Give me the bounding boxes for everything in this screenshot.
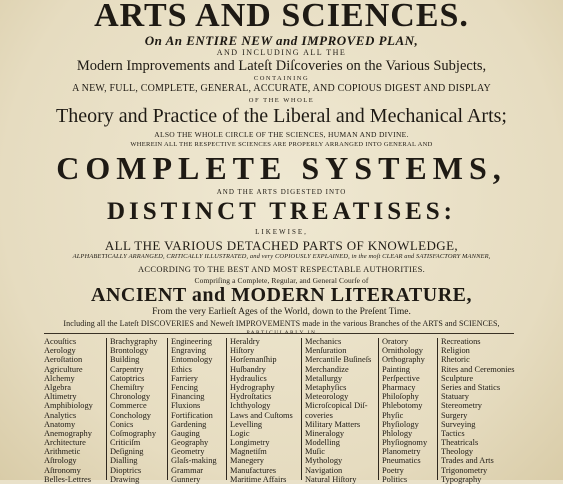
list-item: Heraldry bbox=[230, 337, 260, 346]
list-item: Ichthyology bbox=[230, 401, 271, 411]
line-modern-improvements: Modern Improvements and Lateſt Diſcoveries on the Various Subjects, bbox=[76, 58, 487, 74]
list-item: Catoptrics bbox=[110, 373, 145, 383]
list-item: Phlebotomy bbox=[382, 401, 423, 411]
list-item: Poetry bbox=[382, 465, 404, 475]
line-wherein: WHEREIN ALL THE RESPECTIVE SCIENCES ARE PROPERLY ARRANGED INTO GENERAL AND bbox=[130, 141, 433, 148]
list-item: Natural Hiſtory bbox=[305, 474, 357, 484]
column-divider bbox=[301, 338, 302, 480]
list-item: Algebra bbox=[44, 382, 71, 392]
line-including: AND INCLUDING ALL THE bbox=[216, 48, 347, 57]
list-item: Religion bbox=[441, 346, 470, 356]
list-item: Hydraulics bbox=[230, 373, 267, 383]
column-divider bbox=[167, 338, 168, 480]
list-item: Merchandize bbox=[305, 364, 349, 374]
list-item: Levelling bbox=[230, 419, 263, 429]
list-item: Politics bbox=[382, 474, 408, 484]
list-item: Anatomy bbox=[44, 419, 76, 429]
list-item: Engineering bbox=[171, 337, 212, 346]
list-item: Acouſtics bbox=[44, 337, 77, 346]
list-item: Statuary bbox=[441, 392, 469, 402]
list-item: Arithmetic bbox=[44, 447, 81, 457]
list-item: Criticiſm bbox=[110, 438, 141, 448]
list-item: Ethics bbox=[171, 364, 192, 374]
list-item: Brontology bbox=[110, 346, 149, 356]
list-item: Philoſophy bbox=[382, 392, 419, 402]
list-item: Orthography bbox=[382, 355, 425, 365]
list-item: Microſcopical Diſ- bbox=[305, 401, 368, 411]
list-item: Aſtronomy bbox=[44, 465, 81, 475]
list-item: Mythology bbox=[305, 456, 343, 466]
column-divider bbox=[106, 338, 107, 480]
line-likewise: LIKEWISE, bbox=[255, 228, 308, 236]
list-item: Carpentry bbox=[110, 364, 144, 374]
line-latest-discoveries: Including all the Lateſt DISCOVERIES and Neweſt IMPROVEMENTS made in the various Branches of the ARTS and SCIENCES, bbox=[63, 319, 500, 328]
list-item: Pneumatics bbox=[382, 456, 421, 466]
list-item: Hydrography bbox=[230, 382, 275, 392]
list-item: Trigonometry bbox=[441, 465, 488, 475]
list-item: Hydroſtatics bbox=[230, 392, 272, 402]
list-item: Drawing bbox=[110, 474, 140, 484]
column-divider bbox=[378, 338, 379, 480]
list-item: Gunnery bbox=[171, 474, 201, 484]
list-item: Rites and Ceremonies bbox=[441, 364, 515, 374]
list-item: Amphibiology bbox=[44, 401, 93, 411]
list-item: Mercantile Buſineſs bbox=[305, 355, 372, 365]
list-item: Gardening bbox=[171, 419, 207, 429]
divider-rule bbox=[44, 333, 514, 334]
list-item: Chemiſtry bbox=[110, 382, 144, 392]
list-item: Entomology bbox=[171, 355, 213, 365]
list-item: Fencing bbox=[171, 382, 198, 392]
list-item: Sculpture bbox=[441, 373, 474, 383]
list-item: Maritime Affairs bbox=[230, 474, 287, 484]
main-title: ARTS AND SCIENCES. bbox=[94, 0, 469, 34]
list-item: Muſic bbox=[305, 447, 326, 457]
list-item: Theology bbox=[441, 447, 474, 457]
line-alphabetically: ALPHABETICALLY ARRANGED, CRITICALLY ILLUSTRATED, and very COPIOUSLY EXPLAINED, in the moſt CLEAR and SATISFACTORY MANNER, bbox=[72, 253, 491, 260]
list-item: Hiſtory bbox=[230, 346, 255, 356]
line-whole-circle: ALSO THE WHOLE CIRCLE OF THE SCIENCES, HUMAN AND DIVINE. bbox=[154, 130, 409, 139]
list-item: Surgery bbox=[441, 410, 468, 420]
list-item: Engraving bbox=[171, 346, 206, 356]
line-distinct-treatises: DISTINCT TREATISES: bbox=[106, 198, 457, 225]
list-item: Meteorology bbox=[305, 392, 349, 402]
list-item: Modelling bbox=[305, 438, 340, 448]
list-item: Tactics bbox=[441, 428, 465, 438]
subject-column-7 bbox=[441, 337, 515, 484]
list-item: Painting bbox=[382, 364, 410, 374]
list-item: Pharmacy bbox=[382, 382, 416, 392]
list-item: Altimetry bbox=[44, 392, 77, 402]
list-item: Logic bbox=[230, 428, 250, 438]
line-complete-systems: COMPLETE SYSTEMS, bbox=[56, 150, 507, 186]
list-item: Fluxions bbox=[171, 401, 201, 411]
list-item: Horſemanſhip bbox=[230, 355, 277, 365]
list-item: Huſbandry bbox=[230, 364, 266, 374]
list-item: Metaphyſics bbox=[305, 382, 347, 392]
list-item: Deſigning bbox=[110, 447, 144, 457]
subject-column-2 bbox=[110, 337, 157, 484]
list-item: Longimetry bbox=[230, 438, 270, 448]
list-item: Architecture bbox=[44, 438, 86, 448]
list-item: Magnetiſm bbox=[230, 447, 267, 457]
list-item: Geometry bbox=[171, 447, 205, 457]
list-item: Manufactures bbox=[230, 465, 277, 475]
list-item: Manegery bbox=[230, 456, 264, 466]
list-item: Dialling bbox=[110, 456, 138, 466]
list-item: Metallurgy bbox=[305, 373, 343, 383]
column-divider bbox=[226, 338, 227, 480]
list-item: Laws and Cuſtoms bbox=[230, 410, 293, 420]
list-item: coveries bbox=[305, 410, 333, 420]
list-item: Commerce bbox=[110, 401, 147, 411]
subject-column-5 bbox=[305, 337, 371, 484]
subject-column-1 bbox=[44, 337, 93, 484]
line-and-the-arts: AND THE ARTS DIGESTED INTO bbox=[216, 188, 347, 196]
list-item: Trades and Arts bbox=[441, 456, 494, 466]
list-item: Aſtrology bbox=[44, 456, 77, 466]
list-item: Phyſiognomy bbox=[382, 438, 428, 448]
list-item: Financing bbox=[171, 392, 205, 402]
list-item: Theatricals bbox=[441, 438, 479, 448]
list-item: Military Matters bbox=[305, 419, 361, 429]
subject-column-6 bbox=[382, 337, 427, 484]
list-item: Chronology bbox=[110, 392, 151, 402]
line-theory-practice: Theory and Practice of the Liberal and Mechanical Arts; bbox=[56, 105, 507, 127]
subtitle-plan: On An ENTIRE NEW and IMPROVED PLAN, bbox=[144, 33, 419, 48]
list-item: Agriculture bbox=[44, 364, 83, 374]
list-item: Alchemy bbox=[44, 373, 75, 383]
list-item: Brachygraphy bbox=[110, 337, 158, 346]
list-item: Recreations bbox=[441, 337, 481, 346]
line-ancient-modern: ANCIENT and MODERN LITERATURE, bbox=[91, 284, 472, 306]
line-new-digest: A NEW, FULL, COMPLETE, GENERAL, ACCURATE, AND COPIOUS DIGEST AND DISPLAY bbox=[72, 83, 491, 94]
list-item: Phyſiology bbox=[382, 419, 419, 429]
list-item: Fortification bbox=[171, 410, 213, 420]
list-item: Stereometry bbox=[441, 401, 482, 411]
list-item: Rhetoric bbox=[441, 355, 470, 365]
subject-column-3 bbox=[171, 337, 217, 484]
list-item: Surveying bbox=[441, 419, 476, 429]
line-containing: CONTAINING bbox=[253, 75, 310, 82]
list-item: Dioptrics bbox=[110, 465, 142, 475]
line-of-the-whole: OF THE WHOLE bbox=[248, 97, 315, 104]
list-item: Belles-Lettres bbox=[44, 474, 91, 484]
list-item: Ornithology bbox=[382, 346, 423, 356]
list-item: Grammar bbox=[171, 465, 204, 475]
list-item: Analytics bbox=[44, 410, 77, 420]
list-item: Planometry bbox=[382, 447, 421, 457]
list-item: Navigation bbox=[305, 465, 343, 475]
list-item: Series and Statics bbox=[441, 382, 501, 392]
line-compiling: Compriſing a Complete, Regular, and General Courſe of bbox=[194, 276, 369, 285]
list-item: Building bbox=[110, 355, 140, 365]
list-item: Geography bbox=[171, 438, 209, 448]
list-item: Aerology bbox=[44, 346, 76, 356]
list-item: Anemography bbox=[44, 428, 92, 438]
list-item: Phyſic bbox=[382, 410, 404, 420]
line-according: ACCORDING TO THE BEST AND MOST RESPECTABLE AUTHORITIES. bbox=[137, 264, 426, 274]
list-item: Oratory bbox=[382, 337, 409, 346]
list-item: Perſpective bbox=[382, 373, 420, 383]
line-detached-parts: ALL THE VARIOUS DETACHED PARTS OF KNOWLEDGE, bbox=[104, 238, 459, 253]
list-item: Phlology bbox=[382, 428, 413, 438]
list-item: Gauging bbox=[171, 428, 200, 438]
list-item: Coſmography bbox=[110, 428, 157, 438]
column-divider bbox=[437, 338, 438, 480]
list-item: Conchology bbox=[110, 410, 151, 420]
list-item: Aeroſtation bbox=[44, 355, 83, 365]
list-item: Mechanics bbox=[305, 337, 342, 346]
list-item: Conics bbox=[110, 419, 134, 429]
list-item: Farriery bbox=[171, 373, 198, 383]
list-item: Mineralogy bbox=[305, 428, 345, 438]
subject-column-4 bbox=[230, 337, 293, 484]
list-item: Glaſs-making bbox=[171, 456, 217, 466]
list-item: Typography bbox=[441, 474, 482, 484]
line-earliest-ages: From the very Earlieſt Ages of the World, down to the Preſent Time. bbox=[152, 307, 411, 317]
list-item: Menſuration bbox=[305, 346, 347, 356]
